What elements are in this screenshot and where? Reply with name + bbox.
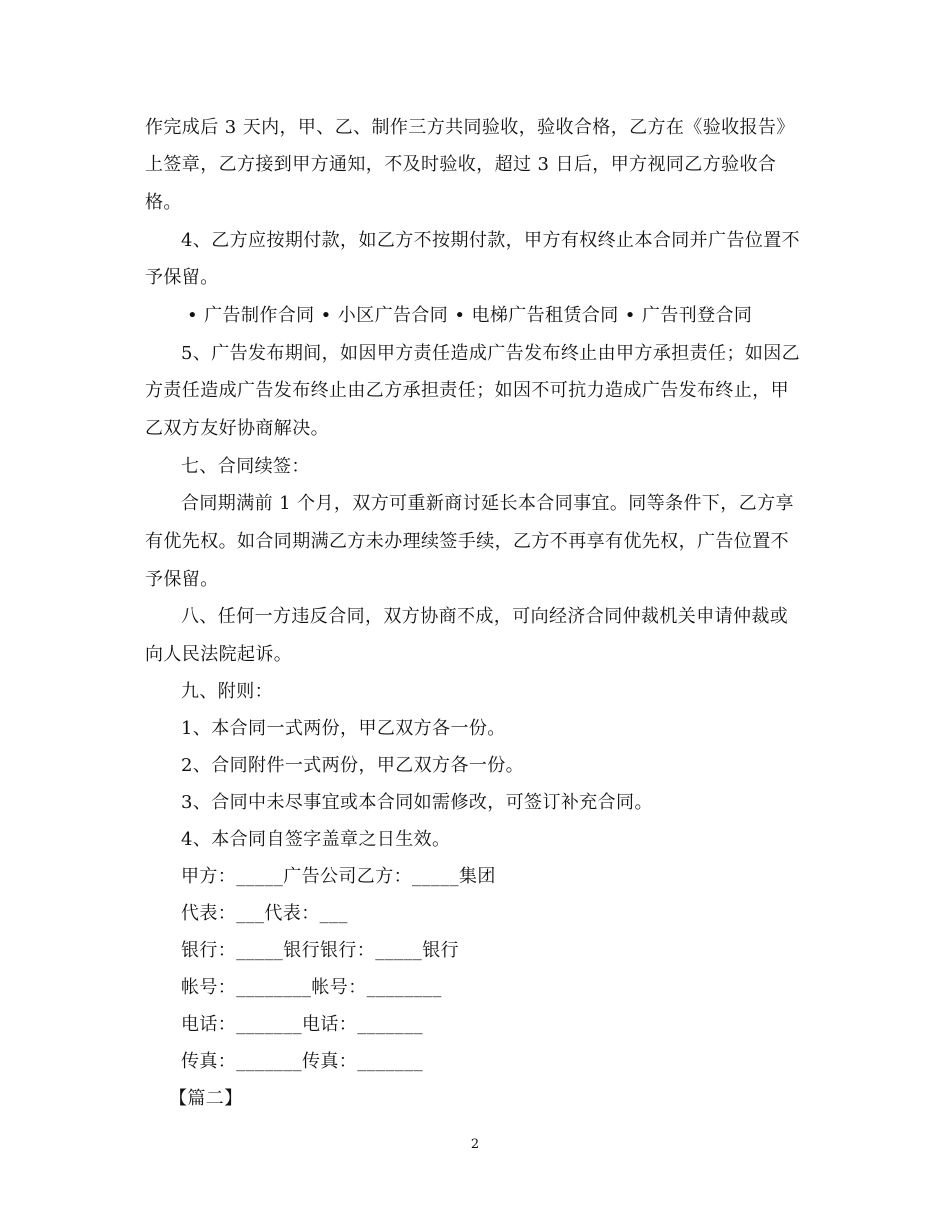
- signature-bank-line: 银行：_____银行银行：_____银行: [181, 940, 459, 961]
- related-links[interactable]: • 广告制作合同 • 小区广告合同 • 电梯广告租赁合同 • 广告刊登合同: [187, 305, 753, 326]
- section-heading: 九、附则：: [181, 681, 273, 702]
- text-line: 八、任何一方违反合同，双方协商不成，可向经济合同仲裁机关申请仲裁或: [181, 606, 789, 627]
- page-number: 2: [470, 1137, 480, 1152]
- section-title: 【篇二】: [169, 1088, 243, 1109]
- text-line: 2、合同附件一式两份，甲乙双方各一份。: [181, 755, 525, 776]
- text-line: 5、广告发布期间，如因甲方责任造成广告发布终止由甲方承担责任；如因乙: [181, 343, 801, 364]
- text-line: 予保留。: [145, 569, 219, 590]
- text-line: 乙双方友好协商解决。: [145, 418, 329, 439]
- signature-party-line: 甲方：_____广告公司乙方：_____集团: [181, 866, 496, 887]
- text-line: 上签章，乙方接到甲方通知，不及时验收，超过 3 日后，甲方视同乙方验收合: [145, 154, 777, 175]
- text-line: 4、本合同自签字盖章之日生效。: [181, 829, 451, 850]
- text-line: 方责任造成广告发布终止由乙方承担责任；如因不可抗力造成广告发布终止，甲: [145, 380, 789, 401]
- signature-phone-line: 电话：_______电话：_______: [181, 1014, 423, 1035]
- text-line: 4、乙方应按期付款，如乙方不按期付款，甲方有权终止本合同并广告位置不: [181, 230, 801, 251]
- section-heading: 七、合同续签：: [181, 456, 310, 477]
- signature-representative-line: 代表：___代表：___: [181, 903, 348, 924]
- signature-fax-line: 传真：_______传真：_______: [181, 1051, 423, 1072]
- text-line: 作完成后 3 天内，甲、乙、制作三方共同验收，验收合格，乙方在《验收报告》: [145, 117, 795, 138]
- text-line: 合同期满前 1 个月，双方可重新商讨延长本合同事宜。同等条件下，乙方享: [181, 493, 794, 514]
- text-line: 向人民法院起诉。: [145, 644, 293, 665]
- text-line: 3、合同中未尽事宜或本合同如需修改，可签订补充合同。: [181, 792, 653, 813]
- text-line: 格。: [145, 192, 182, 213]
- signature-account-line: 帐号：________帐号：________: [181, 977, 442, 998]
- text-line: 有优先权。如合同期满乙方未办理续签手续，乙方不再享有优先权，广告位置不: [145, 531, 789, 552]
- text-line: 1、本合同一式两份，甲乙双方各一份。: [181, 718, 506, 739]
- text-line: 予保留。: [145, 267, 219, 288]
